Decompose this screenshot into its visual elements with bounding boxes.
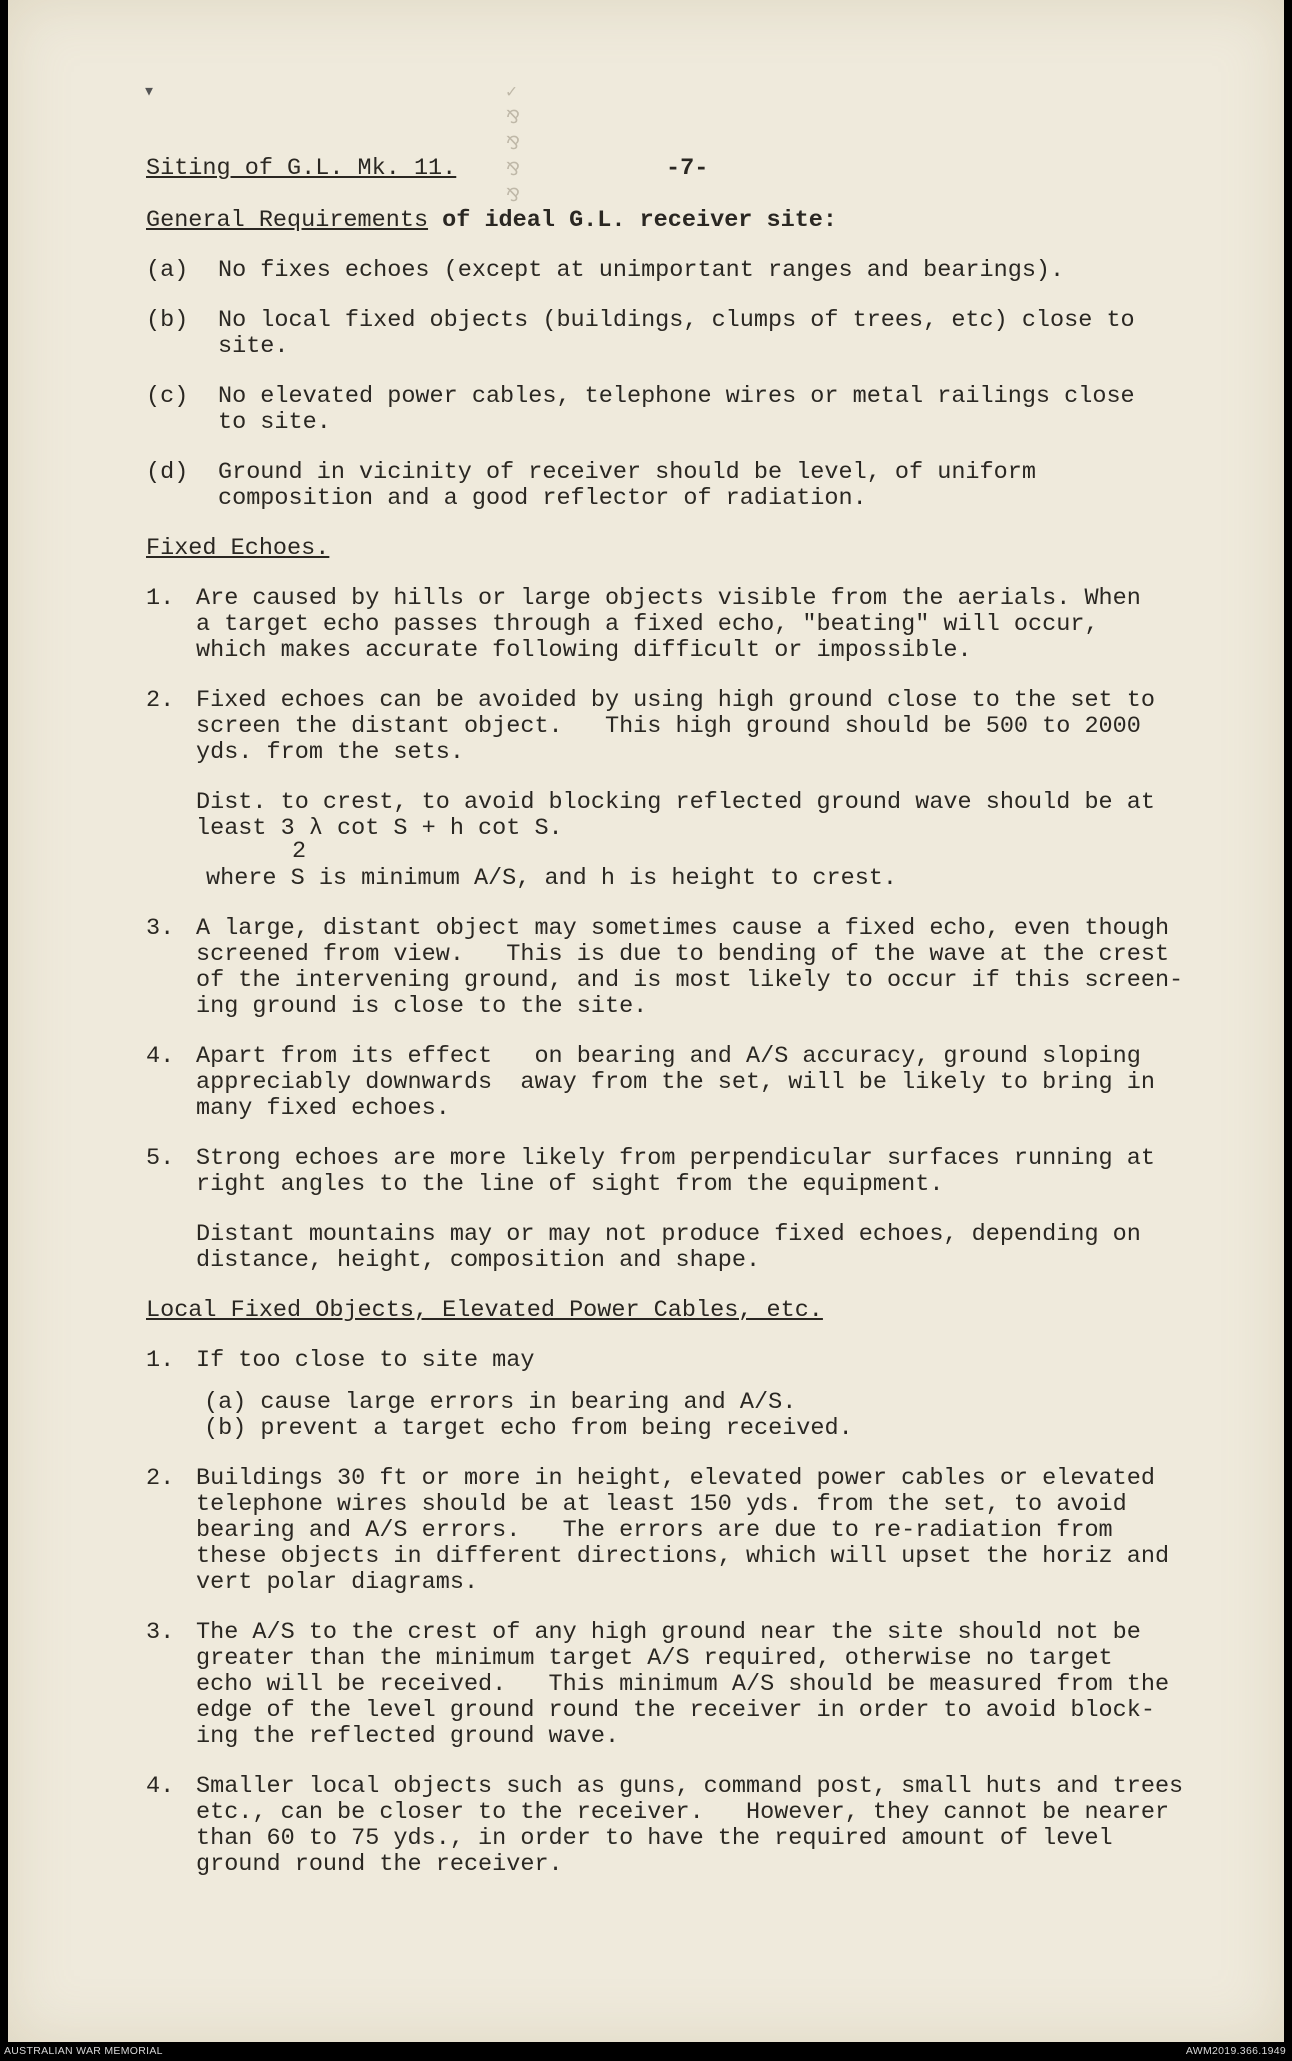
note-line: Dist. to crest, to avoid blocking reflected ground wave should be at bbox=[196, 789, 1155, 816]
item-label: 5. bbox=[146, 1145, 175, 1172]
local-objects-heading bbox=[146, 1298, 1246, 1324]
item-line: bearing and A/S errors. The errors are due to re-radiation from bbox=[196, 1517, 1113, 1544]
fixed-echoes-item-4 bbox=[146, 1044, 1246, 1122]
note-line: least 3 λ cot S + h cot S. bbox=[196, 815, 563, 842]
page-title: Siting of G.L. Mk. 11. bbox=[146, 155, 457, 182]
item-label: (b) bbox=[146, 307, 189, 334]
item-line: screened from view. This is due to bending of the wave at the crest bbox=[196, 941, 1170, 968]
item-line: Apart from its effect on bearing and A/S accuracy, ground sloping bbox=[196, 1043, 1141, 1070]
section-heading: Fixed Echoes. bbox=[146, 535, 330, 562]
fixed-echoes-item-5 bbox=[146, 1146, 1246, 1198]
item-line: yds. from the sets. bbox=[196, 739, 464, 766]
item-line: The A/S to the crest of any high ground near the site should not be bbox=[196, 1619, 1141, 1646]
faint-stamp-text: ✓ ⅋ ⅋ ⅋ ⅋ bbox=[506, 83, 523, 207]
local-objects-item-1 bbox=[146, 1348, 1246, 1374]
item-line: ing ground is close to the site. bbox=[196, 993, 648, 1020]
item-line: ing the reflected ground wave. bbox=[196, 1723, 620, 1750]
item-label: (c) bbox=[146, 383, 189, 410]
item-label: 2. bbox=[146, 1465, 175, 1492]
item-line: Fixed echoes can be avoided by using high ground close to the set to bbox=[196, 687, 1155, 714]
fixed-echoes-item-3 bbox=[146, 916, 1246, 1020]
distant-mountains-note bbox=[146, 1222, 1246, 1274]
item-line: edge of the level ground round the receiver in order to avoid block- bbox=[196, 1697, 1155, 1724]
check-mark-icon: ▾ bbox=[143, 81, 156, 104]
item-line: Strong echoes are more likely from perpendicular surfaces running at bbox=[196, 1145, 1155, 1172]
note-line: distance, height, composition and shape. bbox=[196, 1247, 761, 1274]
item-line: Smaller local objects such as guns, command post, small huts and trees bbox=[196, 1773, 1184, 1800]
item-line: greater than the minimum target A/S required, otherwise no target bbox=[196, 1645, 1113, 1672]
item-label: 2. bbox=[146, 687, 175, 714]
item-line: these objects in different directions, which will upset the horiz and bbox=[196, 1543, 1170, 1570]
requirement-a bbox=[146, 258, 1246, 284]
item-line: site. bbox=[218, 333, 289, 360]
general-requirements-heading bbox=[146, 208, 1246, 234]
item-label: (a) bbox=[146, 257, 189, 284]
item-line: echo will be received. This minimum A/S should be measured from the bbox=[196, 1671, 1170, 1698]
item-line: to site. bbox=[218, 409, 331, 436]
requirement-d bbox=[146, 460, 1246, 512]
footer-credit: AUSTRALIAN WAR MEMORIAL bbox=[4, 2045, 163, 2057]
local-objects-subitems bbox=[146, 1390, 1246, 1442]
item-line: No elevated power cables, telephone wires or metal railings close bbox=[218, 383, 1135, 410]
item-line: which makes accurate following difficult or impossible. bbox=[196, 637, 972, 664]
section-heading-rest: of ideal G.L. receiver site: bbox=[428, 207, 838, 234]
footer-accession-number: AWM2019.366.1949 bbox=[1185, 2045, 1286, 2057]
sub-item: (b) prevent a target echo from being received. bbox=[204, 1415, 853, 1442]
item-label: 3. bbox=[146, 915, 175, 942]
document-page bbox=[8, 0, 1284, 2042]
item-line: a target echo passes through a fixed echo, "beating" will occur, bbox=[196, 611, 1099, 638]
requirement-c bbox=[146, 384, 1246, 436]
item-line: composition and a good reflector of radiation. bbox=[218, 485, 867, 512]
item-line: screen the distant object. This high ground should be 500 to 2000 bbox=[196, 713, 1141, 740]
item-line: No local fixed objects (buildings, clumps of trees, etc) close to bbox=[218, 307, 1135, 334]
sub-item: (a) cause large errors in bearing and A/S. bbox=[204, 1389, 797, 1416]
fixed-echoes-item-2 bbox=[146, 688, 1246, 766]
fixed-echoes-item-1 bbox=[146, 586, 1246, 664]
item-label: 1. bbox=[146, 585, 175, 612]
note-line: Distant mountains may or may not produce fixed echoes, depending on bbox=[196, 1221, 1141, 1248]
document-body bbox=[146, 208, 1246, 1902]
item-line: appreciably downwards away from the set, will be likely to bring in bbox=[196, 1069, 1155, 1096]
item-label: 4. bbox=[146, 1043, 175, 1070]
item-line: Buildings 30 ft or more in height, elevated power cables or elevated bbox=[196, 1465, 1155, 1492]
item-label: 3. bbox=[146, 1619, 175, 1646]
page-header bbox=[146, 156, 1146, 186]
where-line: where S is minimum A/S, and h is height to crest. bbox=[206, 865, 898, 892]
item-line: right angles to the line of sight from the equipment. bbox=[196, 1171, 944, 1198]
item-line: Are caused by hills or large objects visible from the aerials. When bbox=[196, 585, 1141, 612]
item-line: telephone wires should be at least 150 yds. from the set, to avoid bbox=[196, 1491, 1127, 1518]
section-heading: General Requirements bbox=[146, 207, 429, 234]
local-objects-item-2 bbox=[146, 1466, 1246, 1596]
item-label: (d) bbox=[146, 459, 189, 486]
fixed-echoes-heading bbox=[146, 536, 1246, 562]
item-line: than 60 to 75 yds., in order to have the required amount of level bbox=[196, 1825, 1113, 1852]
item-line: etc., can be closer to the receiver. However, they cannot be nearer bbox=[196, 1799, 1170, 1826]
fraction-denominator: 2 bbox=[292, 838, 307, 865]
item-label: 4. bbox=[146, 1773, 175, 1800]
local-objects-item-3 bbox=[146, 1620, 1246, 1750]
local-objects-item-4 bbox=[146, 1774, 1246, 1878]
item-line: No fixes echoes (except at unimportant ranges and bearings). bbox=[218, 257, 1065, 284]
item-line: vert polar diagrams. bbox=[196, 1569, 479, 1596]
item-line: many fixed echoes. bbox=[196, 1095, 450, 1122]
crest-distance-note bbox=[146, 790, 1246, 892]
section-heading: Local Fixed Objects, Elevated Power Cables, etc. bbox=[146, 1297, 823, 1324]
item-label: 1. bbox=[146, 1347, 175, 1374]
item-line: If too close to site may bbox=[196, 1347, 535, 1374]
item-line: ground round the receiver. bbox=[196, 1851, 563, 1878]
requirement-b bbox=[146, 308, 1246, 360]
page-number: -7- bbox=[666, 155, 709, 182]
item-line: of the intervening ground, and is most likely to occur if this screen- bbox=[196, 967, 1184, 994]
item-line: A large, distant object may sometimes cause a fixed echo, even though bbox=[196, 915, 1170, 942]
item-line: Ground in vicinity of receiver should be level, of uniform bbox=[218, 459, 1036, 486]
